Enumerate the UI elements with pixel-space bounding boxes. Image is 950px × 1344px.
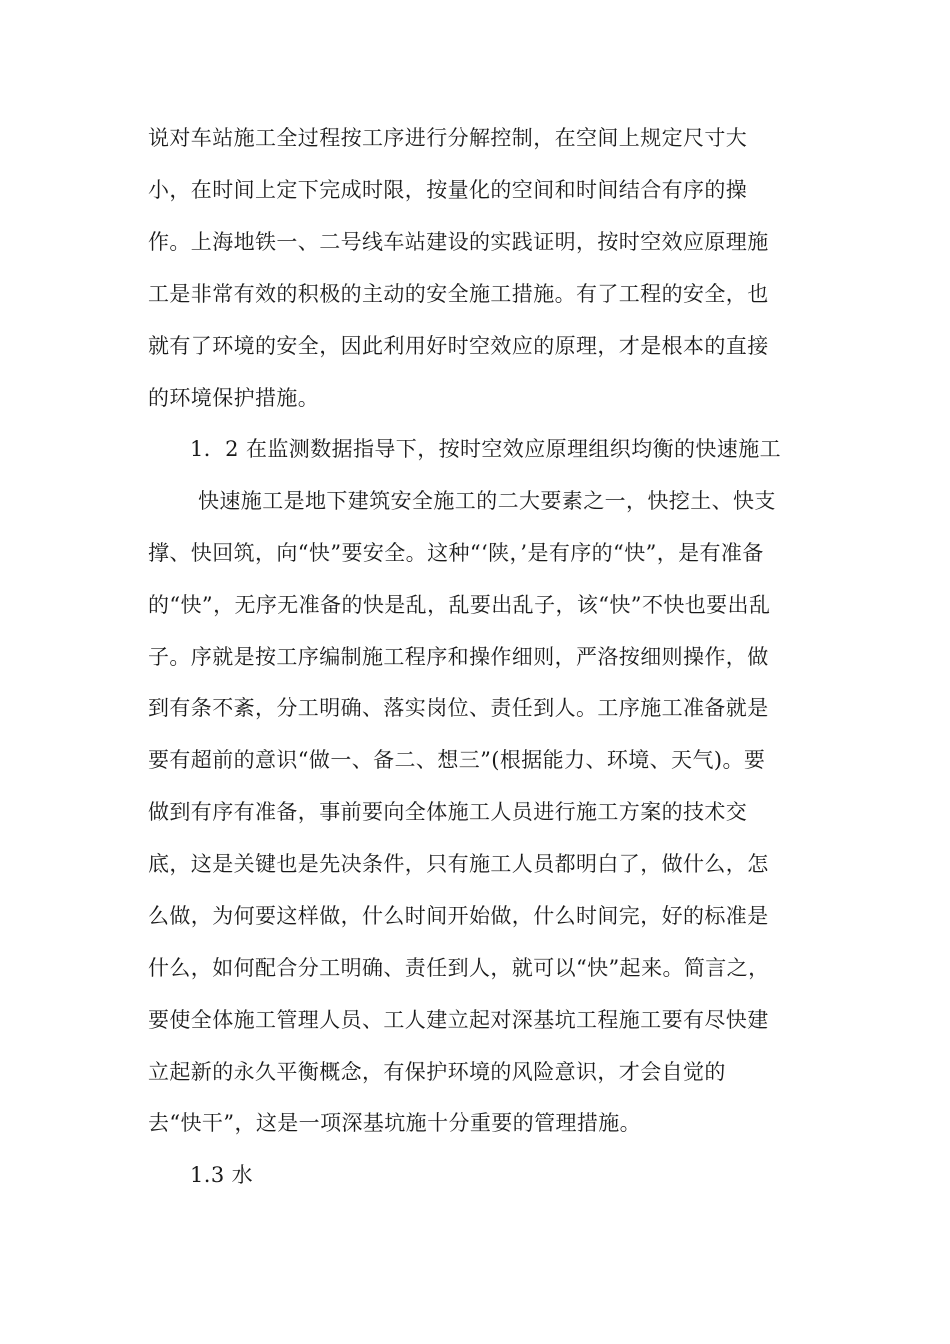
text-line: 做到有序有准备，事前要向全体施工人员进行施工方案的技术交 [148, 800, 748, 824]
text-line: 去“快干”，这是一项深基坑施十分重要的管理措施。 [148, 1111, 642, 1135]
text-line: 快速施工是地下建筑安全施工的二大要素之一，快挖土、快支 [198, 489, 776, 513]
text-line: 的环境保护措施。 [148, 386, 320, 410]
text-line: 子。序就是按工序编制施工程序和操作细则，严洛按细则操作，做 [148, 645, 769, 669]
section-heading: 1．2 在监测数据指导下，按时空效应原理组织均衡的快速施工 [190, 437, 781, 461]
text-line: 撑、快回筑，向“快”要安全。这种“‘陕，’是有序的“快”，是有准备 [148, 541, 764, 565]
text-line: 要有超前的意识“做一、备二、想三”(根据能力、环境、天气)。要 [148, 748, 766, 772]
text-line: 就有了环境的安全，因此利用好时空效应的原理，才是根本的直接 [148, 334, 769, 358]
section-heading: 1.3 水 [190, 1163, 254, 1187]
text-line: 要使全体施工管理人员、工人建立起对深基坑工程施工要有尽快建 [148, 1008, 769, 1032]
text-line: 立起新的永久平衡概念，有保护环境的风险意识，才会自觉的 [148, 1060, 726, 1084]
text-line: 作。上海地铁一、二号线车站建设的实践证明，按时空效应原理施 [148, 230, 769, 254]
text-line: 工是非常有效的积极的主动的安全施工措施。有了工程的安全，也 [148, 282, 769, 306]
text-line: 的“快”，无序无准备的快是乱，乱要出乱子，该“快”不快也要出乱 [148, 593, 771, 617]
text-line: 底，这是关键也是先决条件，只有施工人员都明白了，做什么，怎 [148, 852, 769, 876]
text-line: 到有条不紊，分工明确、落实岗位、责任到人。工序施工准备就是 [148, 696, 769, 720]
text-line: 小，在时间上定下完成时限，按量化的空间和时间结合有序的操 [148, 178, 748, 202]
text-line: 么做，为何要这样做，什么时间开始做，什么时间完，好的标准是 [148, 904, 769, 928]
text-line: 说对车站施工全过程按工序进行分解控制，在空间上规定尺寸大 [148, 126, 748, 150]
text-line: 什么，如何配合分工明确、责任到人，就可以“快”起来。简言之， [148, 956, 770, 980]
